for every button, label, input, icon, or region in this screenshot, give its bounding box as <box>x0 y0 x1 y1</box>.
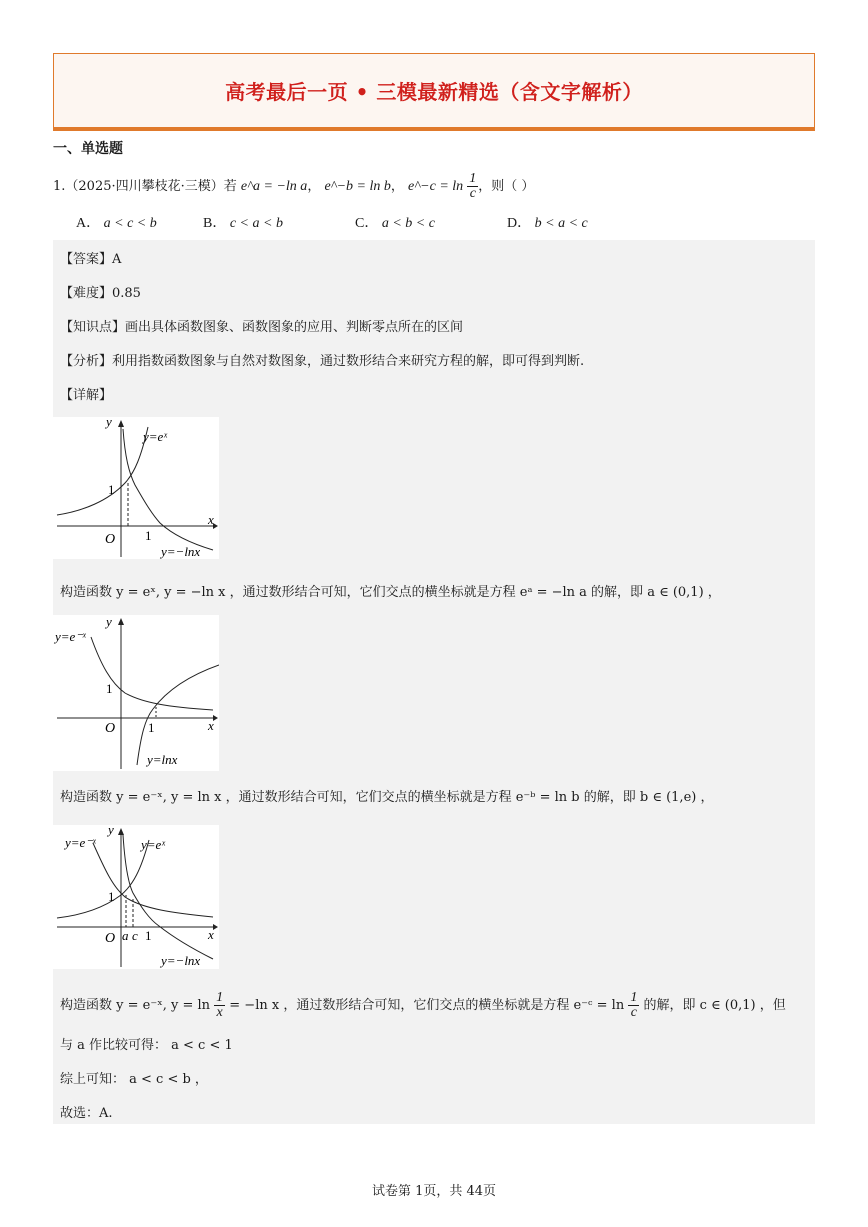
condition-1: e^a = −ln a <box>240 179 308 194</box>
option-letter: D． <box>507 216 532 231</box>
curve-label-neg-ln: y=−lnx <box>161 544 201 559</box>
tick-1-y: 1 <box>106 681 113 696</box>
option-expr: c < a < b <box>229 216 283 231</box>
option-letter: A． <box>76 216 101 231</box>
option-c[interactable] <box>355 212 435 232</box>
difficulty-line: 【难度】0.85 <box>60 286 141 301</box>
y-label: y <box>108 825 114 837</box>
condition-2: e^−b = ln b <box>324 179 391 194</box>
curve-label-ln: y=lnx <box>147 752 178 767</box>
tick-1-x: 1 <box>148 720 155 735</box>
fraction-1-over-x <box>214 991 225 1020</box>
separator: ， <box>390 179 404 194</box>
derivation-line-2: 构造函数 y = e⁻ˣ, y = ln x ，通过数形结合可知，它们交点的横坐标就是方程 e⁻ᵇ = ln b 的解，即 b ∈ (1,e) ， <box>60 790 714 805</box>
section-heading: 一、单选题 <box>53 141 123 157</box>
origin-label: O <box>105 532 116 547</box>
fraction-1-over-c <box>467 172 478 201</box>
curve-ln <box>137 665 219 765</box>
curve-label-exp-neg: y=e⁻ˣ <box>55 629 86 644</box>
derivation-line-4: 与 a 作比较可得： a < c < 1 <box>60 1038 233 1053</box>
condition-3: e^−c = ln <box>408 179 464 194</box>
y-label: y <box>106 417 112 429</box>
frac-den: x <box>216 1005 223 1020</box>
option-expr: b < a < c <box>534 216 588 231</box>
page-title: 高考最后一页 • 三模最新精选（含文字解析） <box>225 80 643 104</box>
curve-label-neg-ln: y=−lnx <box>161 953 201 968</box>
question-number: 1. <box>53 179 66 194</box>
origin-label: O <box>105 931 116 946</box>
graph-2 <box>53 615 219 771</box>
x-label: x <box>208 512 214 527</box>
analysis-panel <box>53 240 815 1124</box>
knowledge-line: 【知识点】画出具体函数图象、函数图象的应用、判断零点所在的区间 <box>60 320 464 335</box>
option-letter: C． <box>355 216 379 231</box>
page-footer: 试卷第 1页，共 44页 <box>371 1184 497 1199</box>
title-box <box>53 53 815 131</box>
option-b[interactable] <box>203 212 283 232</box>
curve-exp <box>57 427 148 515</box>
y-label: y <box>106 615 112 629</box>
tick-1-y: 1 <box>108 889 115 904</box>
graph-1 <box>53 417 219 559</box>
answer-line: 【答案】A <box>60 252 122 267</box>
question-stem <box>53 172 534 201</box>
detail-label: 【详解】 <box>60 388 113 403</box>
curve-label-exp: y=eˣ <box>141 837 165 852</box>
derivation-line-5: 综上可知： a < c < b ， <box>60 1072 208 1087</box>
option-d[interactable] <box>507 212 588 232</box>
x-label: x <box>208 718 214 733</box>
frac-num: 1 <box>630 990 638 1005</box>
curve-exp-neg <box>91 637 213 710</box>
option-a[interactable] <box>76 212 157 232</box>
curve-label-exp: y=eˣ <box>143 429 167 444</box>
line3-part-b: = −ln x ，通过数形结合可知，它们交点的横坐标就是方程 e⁻ᶜ = ln <box>229 998 625 1013</box>
derivation-line-1: 构造函数 y = eˣ, y = −ln x ，通过数形结合可知，它们交点的横坐标就是方程 eᵃ = −ln a 的解，即 a ∈ (0,1) ， <box>60 585 721 600</box>
curve-label-exp-neg: y=e⁻ˣ <box>65 835 96 850</box>
curve-exp <box>57 840 149 918</box>
origin-label: O <box>105 721 116 736</box>
question-tail: ，则（ ） <box>478 179 535 194</box>
option-letter: B． <box>203 216 227 231</box>
separator: ， <box>307 179 321 194</box>
tick-1-y: 1 <box>108 482 115 497</box>
frac-den: c <box>469 186 476 201</box>
tick-c: c <box>132 928 138 943</box>
line3-part-a: 构造函数 y = e⁻ˣ, y = ln <box>60 998 210 1013</box>
frac-num: 1 <box>216 990 224 1005</box>
graph-3 <box>53 825 219 969</box>
fraction-1-over-c <box>628 991 639 1020</box>
x-label: x <box>208 927 214 942</box>
derivation-line-3 <box>60 991 786 1020</box>
tick-1-x: 1 <box>145 528 152 543</box>
conclusion-line: 故选：A. <box>60 1106 113 1121</box>
y-arrow-icon <box>118 828 124 835</box>
option-expr: a < c < b <box>103 216 157 231</box>
frac-den: c <box>630 1005 637 1020</box>
line3-part-c: 的解，即 c ∈ (0,1) ，但 <box>643 998 786 1013</box>
curve-neg-ln <box>123 429 213 550</box>
question-source: （2025·四川攀枝花·三模）若 <box>65 179 237 194</box>
tick-1-x: 1 <box>145 928 152 943</box>
curve-exp-neg <box>93 843 213 917</box>
option-expr: a < b < c <box>381 216 435 231</box>
y-arrow-icon <box>118 618 124 625</box>
tick-a: a <box>122 928 129 943</box>
y-arrow-icon <box>118 420 124 427</box>
analysis-line: 【分析】利用指数函数图象与自然对数图象，通过数形结合来研究方程的解，即可得到判断. <box>60 354 585 369</box>
frac-num: 1 <box>469 171 477 186</box>
